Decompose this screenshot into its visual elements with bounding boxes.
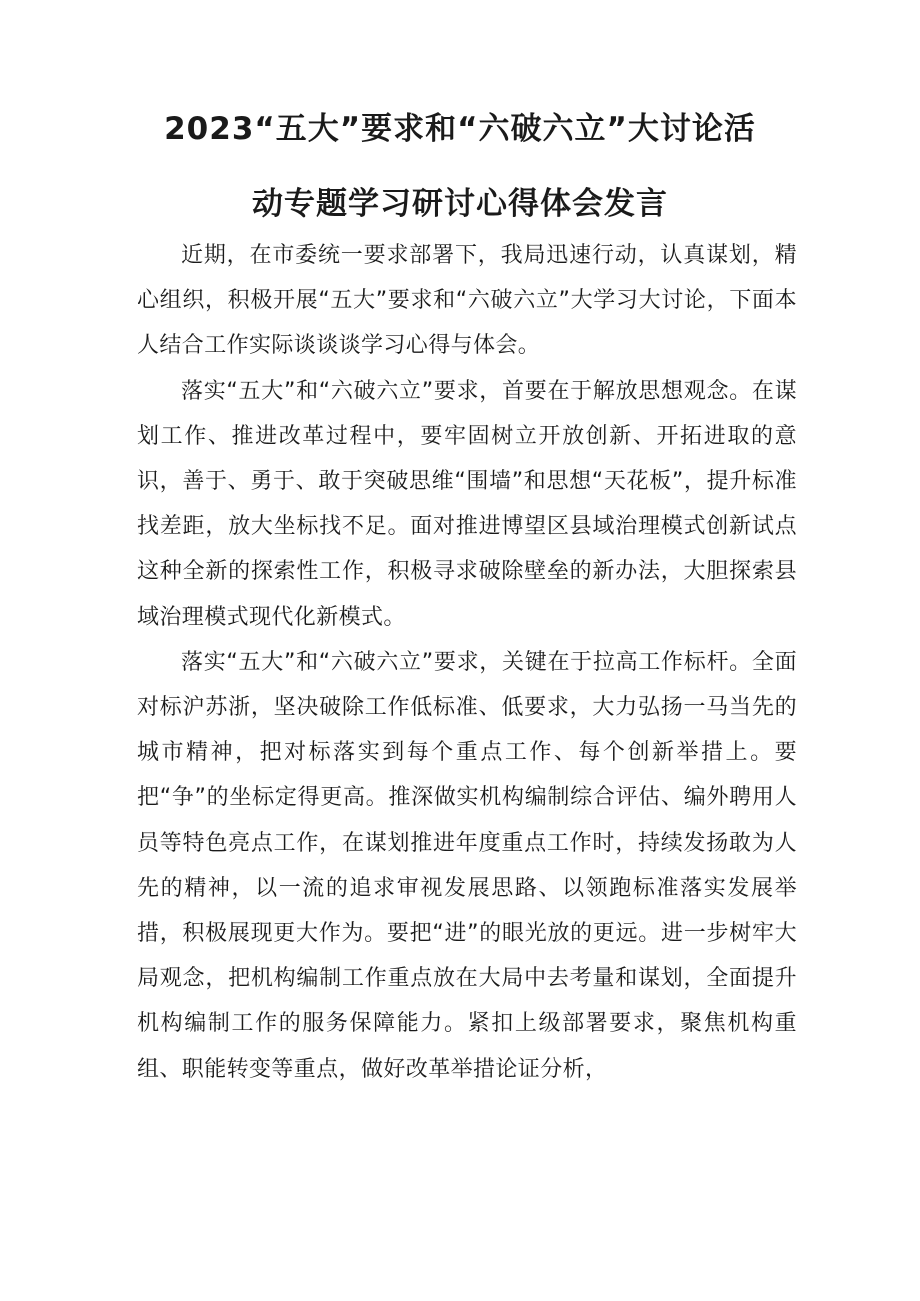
- document-body: [137, 233, 797, 1092]
- document-title-line-2: 动专题学习研讨心得体会发言: [252, 186, 668, 222]
- paragraph-intro: 近期，在市委统一要求部署下，我局迅速行动，认真谋划，精心组织，积极开展“五大”要求和“六破六立”大学习大讨论，下面本人结合工作实际谈谈谈学习心得与体会。: [137, 243, 797, 359]
- paragraph-liberate-thinking: 落实“五大”和“六破六立”要求，首要在于解放思想观念。在谋划工作、推进改革过程中，要牢固树立开放创新、开拓进取的意识，善于、勇于、敢于突破思维“围墙”和思想“天花板”，提升标准找差距，放大坐标找不足。面对推进博望区县域治理模式创新试点这种全新的探索性工作，积极寻求破除壁垒的新办法，大胆探索县域治理模式现代化新模式。: [137, 378, 797, 630]
- document-title-line-1: 2023“五大”要求和“六破六立”大讨论活: [164, 111, 756, 147]
- paragraph-raise-standards: 落实“五大”和“六破六立”要求，关键在于拉高工作标杆。全面对标沪苏浙，坚决破除工作低标准、低要求，大力弘扬一马当先的城市精神，把对标落实到每个重点工作、每个创新举措上。要把“争”的坐标定得更高。推深做实机构编制综合评估、编外聘用人员等特色亮点工作，在谋划推进年度重点工作时，持续发扬敢为人先的精神，以一流的追求审视发展思路、以领跑标准落实发展举措，积极展现更大作为。要把“进”的眼光放的更远。进一步树牢大局观念，把机构编制工作重点放在大局中去考量和谋划，全面提升机构编制工作的服务保障能力。紧扣上级部署要求，聚焦机构重组、职能转变等重点，做好改革举措论证分析，: [137, 649, 797, 1082]
